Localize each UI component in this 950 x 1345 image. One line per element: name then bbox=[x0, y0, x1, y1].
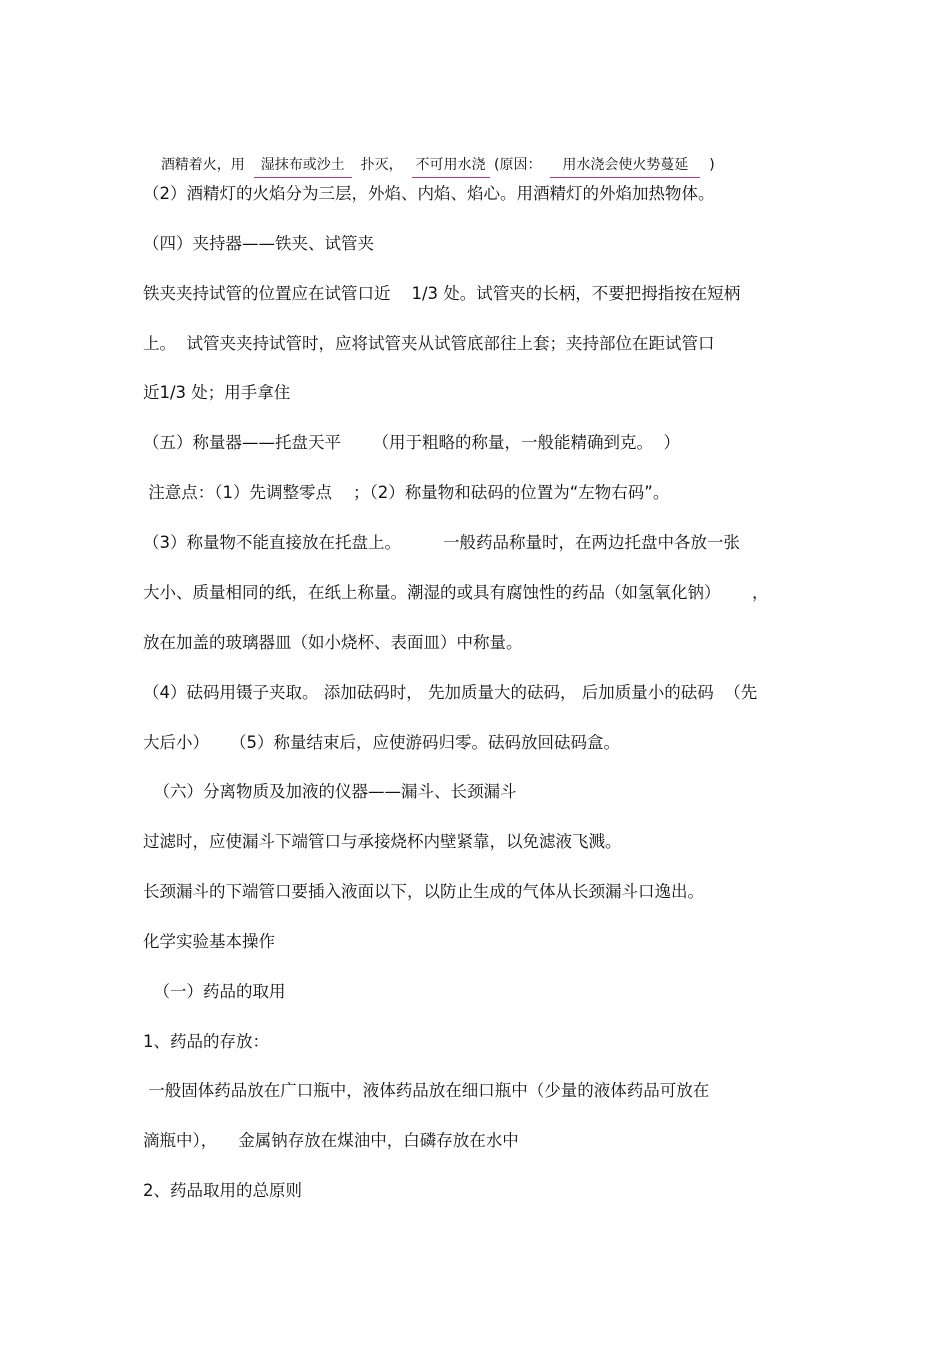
text-line: 近1/3 处；用手拿住 bbox=[143, 383, 291, 402]
section-heading: （五）称量器——托盘天平 （用于粗略的称量，一般能精确到克。 ） bbox=[143, 433, 680, 452]
section-heading: 化学实验基本操作 bbox=[143, 932, 275, 951]
section-heading: （六）分离物质及加液的仪器——漏斗、长颈漏斗 bbox=[143, 782, 517, 801]
fire-suffix: ) bbox=[700, 157, 715, 173]
section-heading: （四）夹持器——铁夹、试管夹 bbox=[143, 234, 374, 253]
text-line: 长颈漏斗的下端管口要插入液面以下，以防止生成的气体从长颈漏斗口逸出。 bbox=[143, 882, 704, 901]
answer-blank-2: 不可用水浇 bbox=[412, 154, 490, 178]
text-line: 铁夹夹持试管的位置应在试管口近 1/3 处。试管夹的长柄，不要把拇指按在短柄 bbox=[143, 284, 741, 303]
section-heading: （一）药品的取用 bbox=[143, 982, 286, 1001]
answer-blank-3: 用水浇会使火势蔓延 bbox=[550, 154, 700, 178]
answer-blank-1: 湿抹布或沙土 bbox=[254, 154, 352, 178]
text-line: 2、药品取用的总原则 bbox=[143, 1181, 302, 1200]
text-line: 1、药品的存放： bbox=[143, 1032, 269, 1051]
text-line: （2）酒精灯的火焰分为三层，外焰、内焰、焰心。用酒精灯的外焰加热物体。 bbox=[143, 184, 715, 203]
text-line: 放在加盖的玻璃器皿（如小烧杯、表面皿）中称量。 bbox=[143, 633, 523, 652]
text-line: 过滤时，应使漏斗下端管口与承接烧杯内壁紧靠，以免滤液飞溅。 bbox=[143, 832, 622, 851]
text-line: 一般固体药品放在广口瓶中，液体药品放在细口瓶中（少量的液体药品可放在 bbox=[143, 1081, 710, 1100]
text-line: 上。 试管夹夹持试管时，应将试管夹从试管底部往上套；夹持部位在距试管口 bbox=[143, 334, 715, 353]
text-line: （4）砝码用镊子夹取。 添加砝码时， 先加质量大的砝码， 后加质量小的砝码 （先 bbox=[143, 683, 758, 702]
text-line: 滴瓶中）， 金属钠存放在煤油中，白磷存放在水中 bbox=[143, 1131, 519, 1150]
fire-mid-1: 扑灭， bbox=[351, 157, 412, 173]
text-line: 大小、质量相同的纸，在纸上称量。潮湿的或具有腐蚀性的药品（如氢氧化钠） ， bbox=[143, 583, 769, 602]
text-line: 大后小） （5）称量结束后，应使游码归零。砝码放回砝码盒。 bbox=[143, 733, 620, 752]
text-line: 注意点：（1）先调整零点 ；（2）称量物和砝码的位置为“左物右码”。 bbox=[143, 483, 670, 502]
fire-prefix: 酒精着火，用 bbox=[160, 157, 254, 173]
text-line: （3）称量物不能直接放在托盘上。 一般药品称量时，在两边托盘中各放一张 bbox=[143, 533, 740, 552]
fire-mid-2: (原因： bbox=[489, 157, 551, 173]
